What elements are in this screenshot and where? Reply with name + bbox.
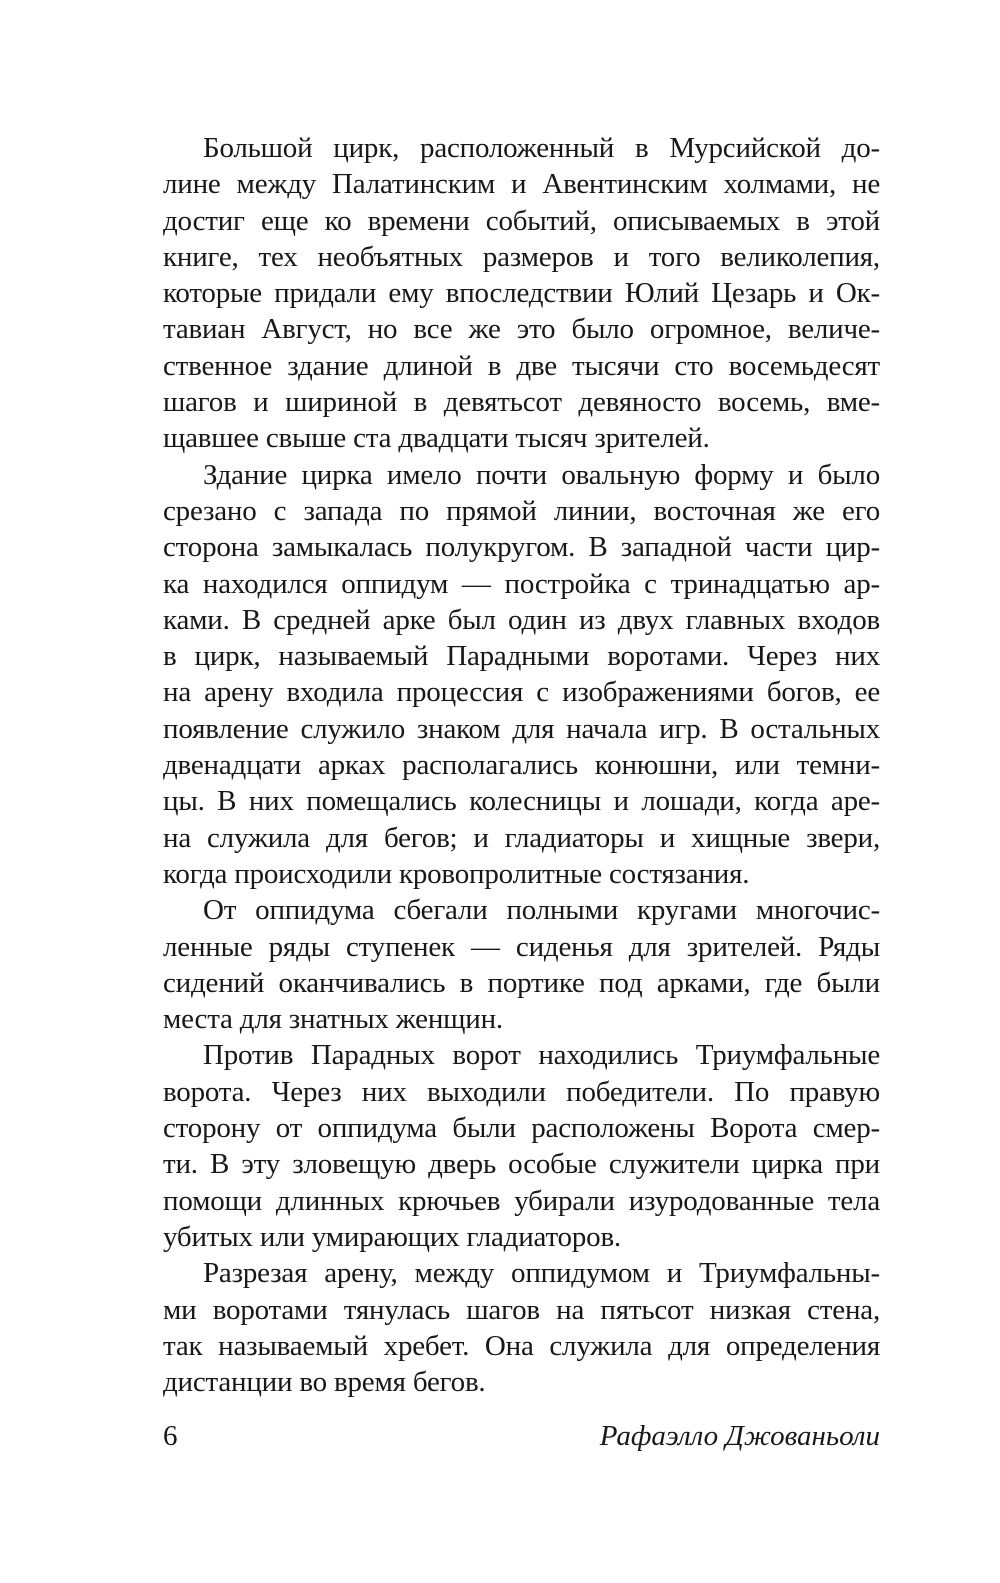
page-number: 6 (163, 1420, 178, 1453)
text-line: Большой цирк, расположенный в Мурсийской до- (203, 132, 880, 164)
text-line: лине между Палатинским и Авентинским холмами, не (163, 168, 880, 201)
paragraph (163, 1255, 880, 1400)
text-line: ворота. Через них выходили победители. По правую (163, 1075, 880, 1108)
text-line: сидений оканчивались в портике под арками, где были (163, 966, 880, 999)
text-line: сторону от оппидума были расположены Ворота смер- (163, 1112, 880, 1145)
text-line: места для знатных женщин. (163, 1003, 503, 1036)
text-line: достиг еще ко времени событий, описываемых в этой (163, 204, 880, 237)
text-line: ственное здание длиной в две тысячи сто восемьдесят (163, 349, 880, 382)
text-line: на служила для бегов; и гладиаторы и хищные звери, (163, 821, 880, 854)
text-line: От оппидума сбегали полными кругами многочис- (203, 894, 880, 927)
text-line: Разрезая арену, между оппидумом и Триумфальны- (203, 1257, 880, 1290)
text-line: на арену входила процессия с изображениями богов, ее (163, 676, 880, 709)
text-line: когда происходили кровопролитные состязания. (163, 857, 750, 890)
paragraph (163, 457, 880, 893)
text-line: которые придали ему впоследствии Юлий Цезарь и Ок- (163, 277, 880, 310)
text-line: цы. В них помещались колесницы и лошади, когда аре- (163, 785, 880, 818)
text-line: шагов и шириной в девятьсот девяносто восемь, вме- (163, 386, 880, 419)
paragraph (163, 1037, 880, 1255)
author-name: Рафаэлло Джованьоли (599, 1420, 880, 1453)
text-line: так называемый хребет. Она служила для определения (163, 1329, 880, 1362)
text-line: ти. В эту зловещую дверь особые служители цирка при (163, 1148, 880, 1181)
text-line: двенадцати арках располагались конюшни, или темни- (163, 749, 880, 782)
page-footer (163, 1418, 880, 1454)
text-line: дистанции во время бегов. (163, 1366, 486, 1399)
text-line: тавиан Август, но все же это было огромное, величе- (163, 313, 880, 346)
text-line: убитых или умирающих гладиаторов. (163, 1220, 621, 1253)
text-line: ка находился оппидум — постройка с тринадцатью ар- (163, 567, 880, 600)
text-line: сторона замыкалась полукругом. В западной части цир- (163, 531, 880, 564)
text-line: книге, тех необъятных размеров и того великолепия, (163, 240, 880, 273)
text-line: ленные ряды ступенек — сиденья для зрителей. Ряды (163, 930, 880, 963)
paragraph (163, 130, 880, 457)
text-line: щавшее свыше ста двадцати тысяч зрителей. (163, 422, 710, 455)
text-line: в цирк, называемый Парадными воротами. Через них (163, 640, 880, 673)
text-line: Против Парадных ворот находились Триумфальные (203, 1039, 880, 1072)
text-line: срезано с запада по прямой линии, восточная же его (163, 494, 880, 527)
text-line: помощи длинных крючьев убирали изуродованные тела (163, 1184, 880, 1217)
text-line: появление служило знаком для начала игр. В остальных (163, 712, 880, 745)
paragraph (163, 892, 880, 1037)
text-line: ми воротами тянулась шагов на пятьсот низкая стена, (163, 1293, 880, 1326)
text-line: Здание цирка имело почти овальную форму и было (203, 458, 880, 491)
text-line: ками. В средней арке был один из двух главных входов (163, 603, 880, 636)
